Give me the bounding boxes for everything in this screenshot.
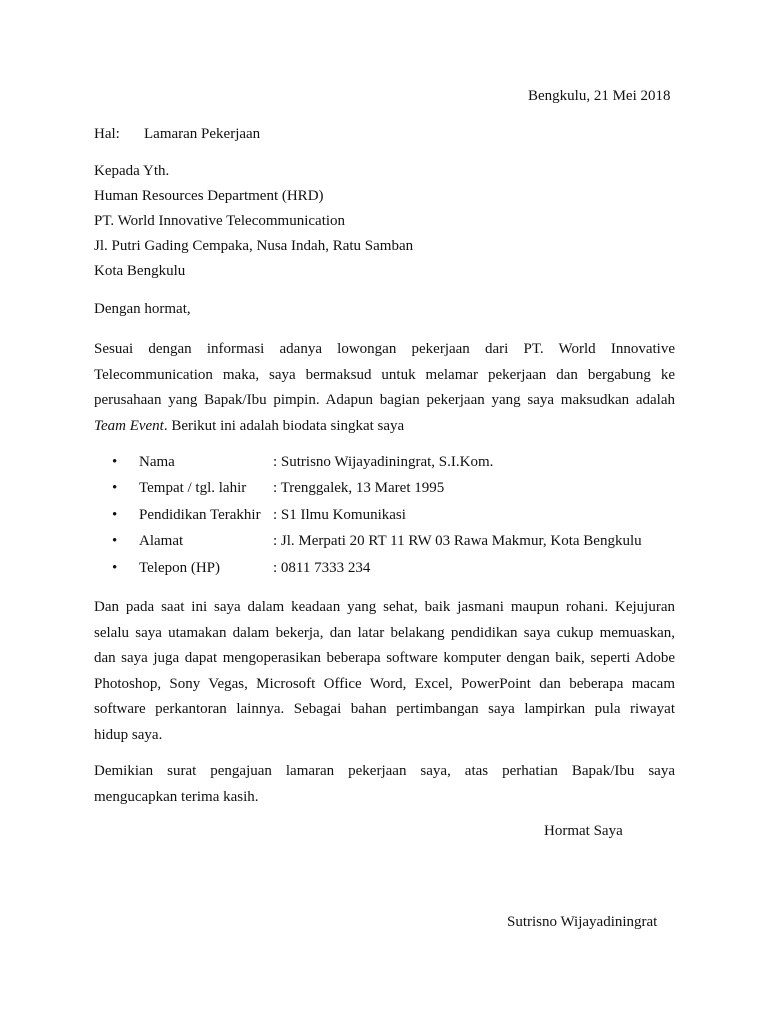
signer-name: Sutrisno Wijayadiningrat xyxy=(507,914,658,930)
biodata-label: Tempat / tgl. lahir xyxy=(139,480,247,497)
paragraph-line: Demikian surat pengajuan lamaran pekerjaan saya, atas perhatian Bapak/Ibu saya xyxy=(94,763,675,779)
bullet-icon: • xyxy=(112,559,118,576)
paragraph-line: software perkantoran lainnya. Sebagai bahan pertimbangan saya lampirkan pula riwayat xyxy=(94,701,675,717)
paragraph-line: Telecommunication maka, saya bermaksud untuk melamar pekerjaan dan bergabung ke xyxy=(94,366,675,383)
paragraph-line: selalu saya utamakan dalam bekerja, dan latar belakang pendidikan saya cukup memuaskan, xyxy=(94,624,675,641)
subject-label: Hal: xyxy=(94,126,120,142)
recipient-line: Kepada Yth. xyxy=(94,163,170,179)
bullet-icon: • xyxy=(112,480,118,497)
biodata-value: : Jl. Merpati 20 RT 11 RW 03 Rawa Makmur, Kota Bengkulu xyxy=(273,533,642,550)
paragraph-line: dan saya juga dapat mengoperasikan beberapa software komputer dengan baik, seperti Adobe xyxy=(94,650,675,666)
paragraph-line: Photoshop, Sony Vegas, Microsoft Office Word, Excel, PowerPoint dan beberapa macam xyxy=(94,675,675,692)
subject-value: Lamaran Pekerjaan xyxy=(144,126,261,142)
bullet-icon: • xyxy=(112,533,118,550)
recipient-block xyxy=(94,162,413,287)
paragraph-line: Sesuai dengan informasi adanya lowongan pekerjaan dari PT. World Innovative xyxy=(94,341,675,357)
paragraph-line-rest: . Berikut ini adalah biodata singkat saya xyxy=(163,417,405,434)
biodata-value: : S1 Ilmu Komunikasi xyxy=(273,506,406,523)
closing-salutation: Hormat Saya xyxy=(544,823,623,839)
biodata-value: : Sutrisno Wijayadiningrat, S.I.Kom. xyxy=(273,454,494,470)
recipient-line: PT. World Innovative Telecommunication xyxy=(94,213,346,229)
biodata-value: : Trenggalek, 13 Maret 1995 xyxy=(273,480,445,497)
paragraph-line xyxy=(94,414,675,440)
biodata-label: Nama xyxy=(139,454,175,470)
paragraph-line: mengucapkan terima kasih. xyxy=(94,788,259,805)
bullet-icon: • xyxy=(112,506,118,523)
biodata-label: Telepon (HP) xyxy=(139,559,221,576)
biodata-value: : 0811 7333 234 xyxy=(273,559,371,576)
paragraph-line: Dan pada saat ini saya dalam keadaan yang sehat, baik jasmani maupun rohani. Kejujuran xyxy=(94,599,675,615)
paragraph-intro xyxy=(94,337,675,439)
paragraph-closing xyxy=(94,759,675,810)
paragraph-qualifications xyxy=(94,595,675,748)
position-name: Team Event xyxy=(94,417,164,434)
subject-line xyxy=(94,125,260,143)
biodata-label: Alamat xyxy=(139,533,184,550)
biodata-label: Pendidikan Terakhir xyxy=(139,506,261,523)
bullet-icon: • xyxy=(112,454,118,470)
place-date: Bengkulu, 21 Mei 2018 xyxy=(528,88,671,104)
greeting: Dengan hormat, xyxy=(94,301,191,317)
recipient-line: Human Resources Department (HRD) xyxy=(94,188,324,204)
recipient-line: Kota Bengkulu xyxy=(94,263,186,279)
recipient-line: Jl. Putri Gading Cempaka, Nusa Indah, Ratu Samban xyxy=(94,238,414,254)
paragraph-line: perusahaan yang Bapak/Ibu pimpin. Adapun bagian pekerjaan yang saya maksudkan adalah xyxy=(94,392,675,408)
paragraph-line: hidup saya. xyxy=(94,726,163,743)
